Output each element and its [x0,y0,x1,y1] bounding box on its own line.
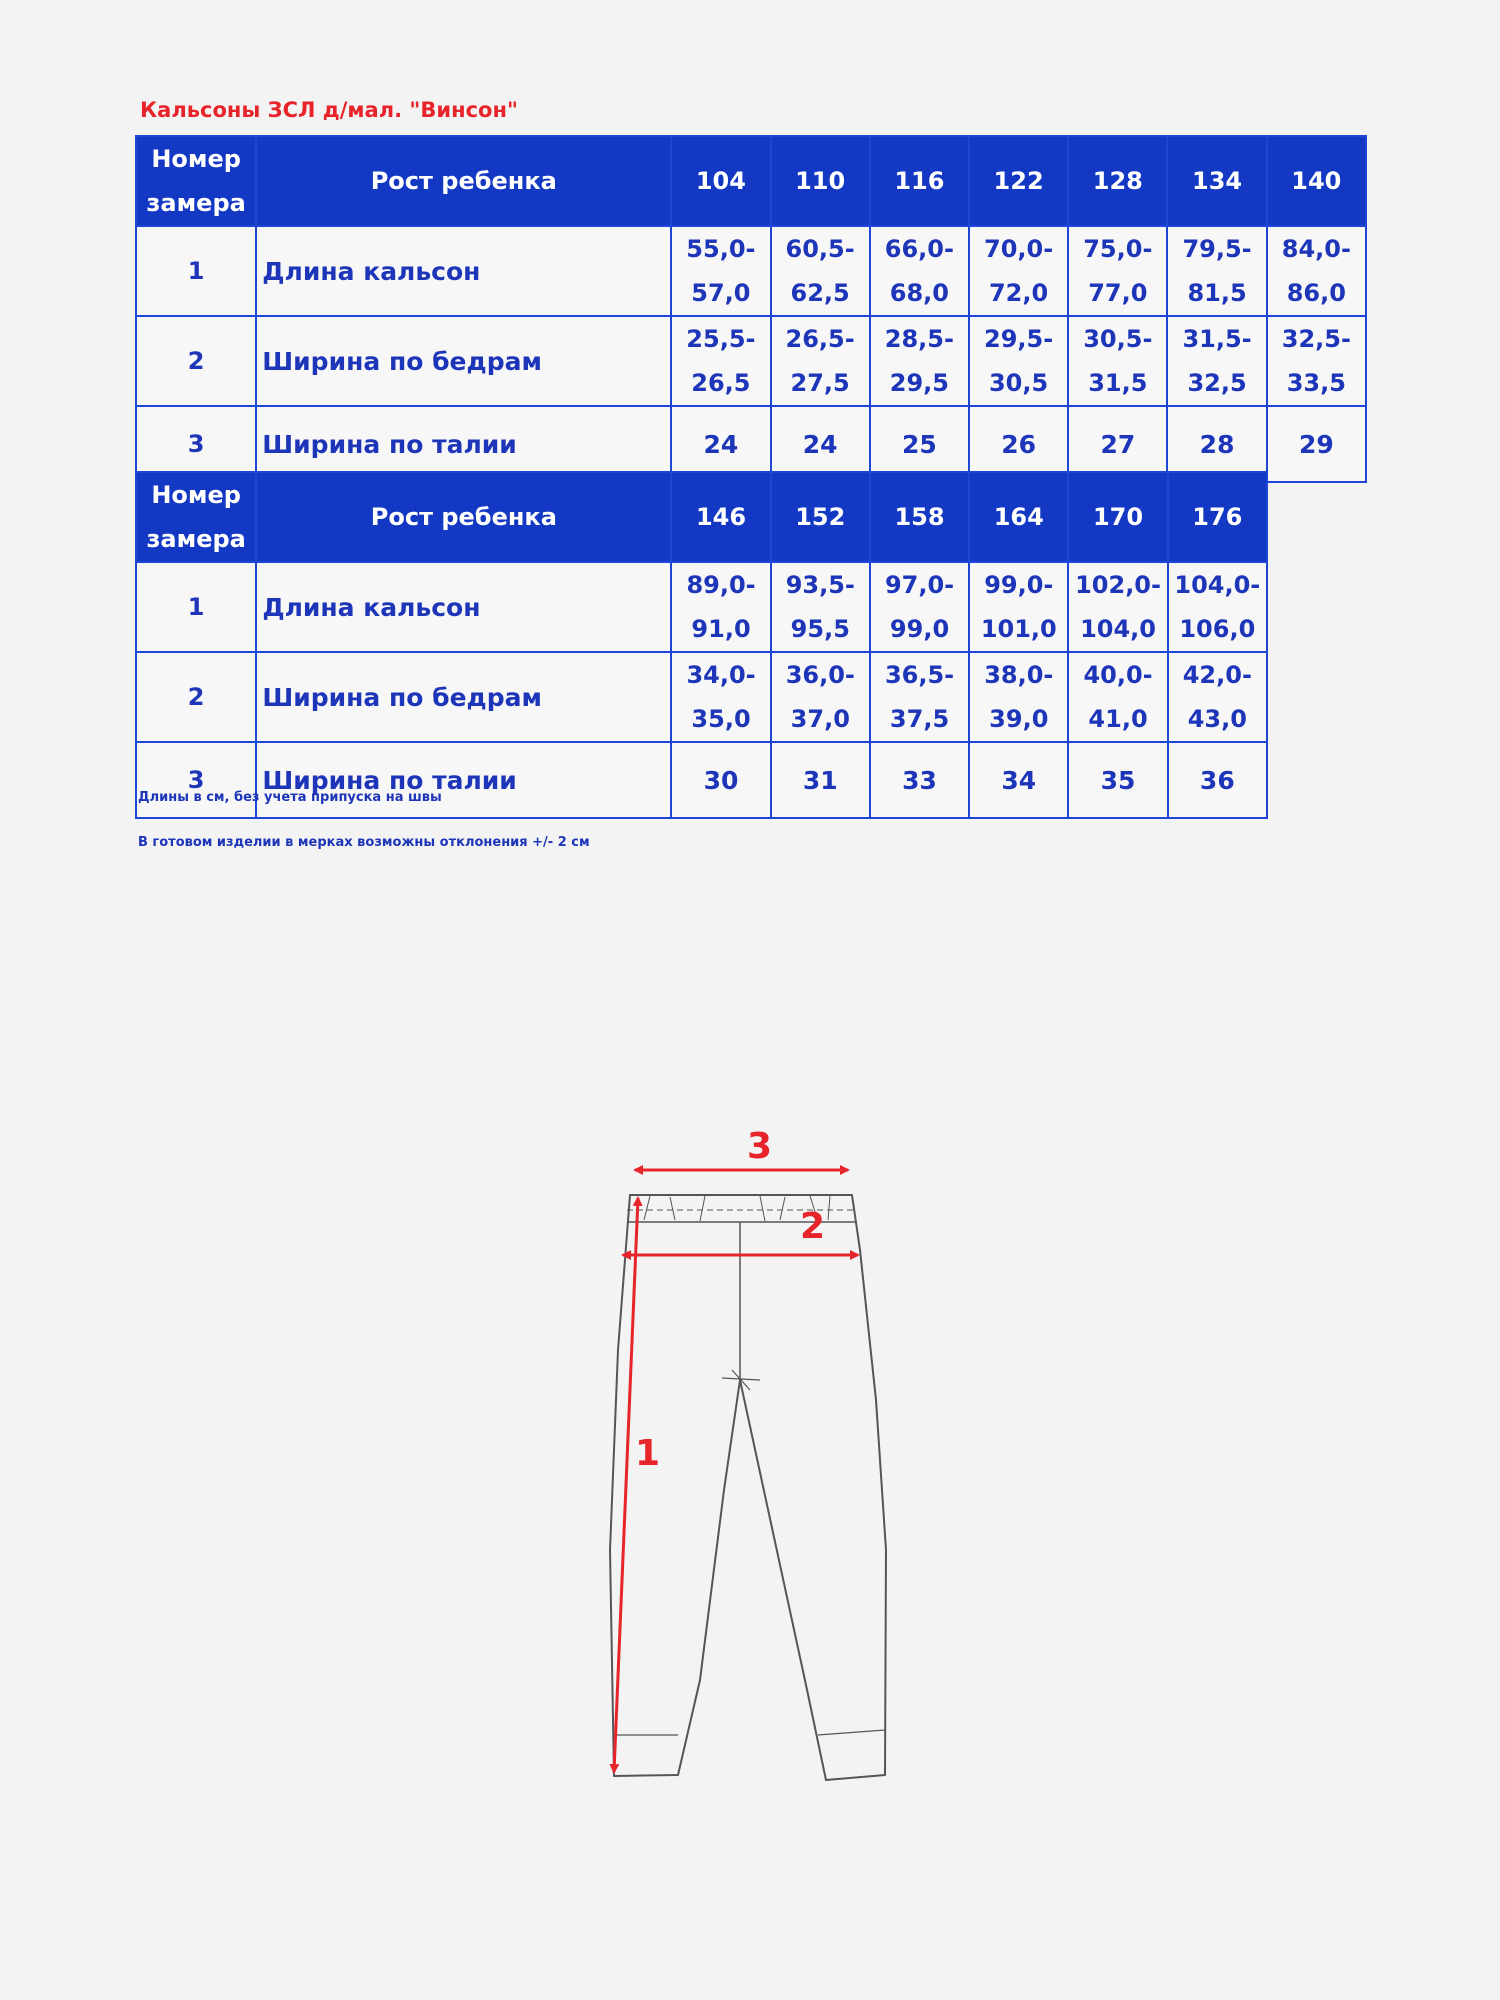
table-row [136,652,1267,742]
value-cell: 31 [771,742,870,818]
value-cell: 27 [1068,406,1167,482]
note-units: Длины в см, без учета припуска на швы [138,790,442,805]
value-cell: 36,0- 37,0 [771,652,870,742]
height-header: Рост ребенка [256,136,671,226]
value-cell: 42,0- 43,0 [1168,652,1267,742]
table-header-row [136,136,1366,226]
measure-label: Ширина по талии [256,742,671,818]
value-cell: 30,5- 31,5 [1068,316,1167,406]
table-header-row [136,472,1267,562]
measure-no-header: Номер замера [136,136,256,226]
value-cell: 40,0- 41,0 [1068,652,1167,742]
size-header: 170 [1068,472,1167,562]
height-header: Рост ребенка [256,472,671,562]
note-tolerance: В готовом изделии в мерках возможны отклонения +/- 2 см [138,835,590,850]
value-cell: 28 [1167,406,1266,482]
table-row [136,226,1366,316]
measure-label: Длина кальсон [256,562,671,652]
value-cell: 38,0- 39,0 [969,652,1068,742]
value-cell: 93,5- 95,5 [771,562,870,652]
value-cell: 70,0- 72,0 [969,226,1068,316]
value-cell: 30 [671,742,770,818]
size-header: 128 [1068,136,1167,226]
value-cell: 32,5- 33,5 [1267,316,1366,406]
measure-number: 1 [136,226,256,316]
size-table-2 [135,471,1268,819]
measure-label: Ширина по бедрам [256,316,671,406]
value-cell: 89,0- 91,0 [671,562,770,652]
size-header: 176 [1168,472,1267,562]
value-cell: 60,5- 62,5 [771,226,870,316]
value-cell: 79,5- 81,5 [1167,226,1266,316]
value-cell: 36 [1168,742,1267,818]
size-header: 122 [969,136,1068,226]
table-row [136,562,1267,652]
measure-label: Ширина по талии [256,406,671,482]
value-cell: 34,0- 35,0 [671,652,770,742]
pants-drawing [510,1100,990,1820]
value-cell: 102,0- 104,0 [1068,562,1167,652]
value-cell: 66,0- 68,0 [870,226,969,316]
measure-number: 3 [136,742,256,818]
value-cell: 33 [870,742,969,818]
size-header: 140 [1267,136,1366,226]
size-table-1 [135,135,1367,483]
value-cell: 29,5- 30,5 [969,316,1068,406]
value-cell: 31,5- 32,5 [1167,316,1266,406]
table-row [136,742,1267,818]
pants-outline [610,1195,886,1780]
label-1: 1 [635,1433,661,1474]
measure-label: Ширина по бедрам [256,652,671,742]
value-cell: 29 [1267,406,1366,482]
value-cell: 25 [870,406,969,482]
size-header: 164 [969,472,1068,562]
size-header: 146 [671,472,770,562]
measure-number: 1 [136,562,256,652]
measure-number: 3 [136,406,256,482]
value-cell: 55,0- 57,0 [671,226,770,316]
value-cell: 24 [671,406,770,482]
size-header: 104 [671,136,770,226]
size-header: 158 [870,472,969,562]
value-cell: 24 [771,406,870,482]
value-cell: 104,0- 106,0 [1168,562,1267,652]
measure-label: Длина кальсон [256,226,671,316]
table-row [136,316,1366,406]
value-cell: 75,0- 77,0 [1068,226,1167,316]
label-3: 3 [747,1126,773,1167]
size-header: 134 [1167,136,1266,226]
value-cell: 34 [969,742,1068,818]
value-cell: 36,5- 37,5 [870,652,969,742]
value-cell: 26,5- 27,5 [771,316,870,406]
product-title: Кальсоны ЗСЛ д/мал. "Винсон" [140,98,518,122]
measure-number: 2 [136,652,256,742]
measure-number: 2 [136,316,256,406]
value-cell: 26 [969,406,1068,482]
value-cell: 35 [1068,742,1167,818]
value-cell: 84,0- 86,0 [1267,226,1366,316]
size-header: 152 [771,472,870,562]
value-cell: 97,0- 99,0 [870,562,969,652]
size-header: 110 [771,136,870,226]
value-cell: 28,5- 29,5 [870,316,969,406]
value-cell: 25,5- 26,5 [671,316,770,406]
label-2: 2 [800,1206,826,1247]
measure-no-header: Номер замера [136,472,256,562]
size-header: 116 [870,136,969,226]
value-cell: 99,0- 101,0 [969,562,1068,652]
pants-diagram [510,1100,990,1820]
arrow-1-length [614,1198,638,1772]
